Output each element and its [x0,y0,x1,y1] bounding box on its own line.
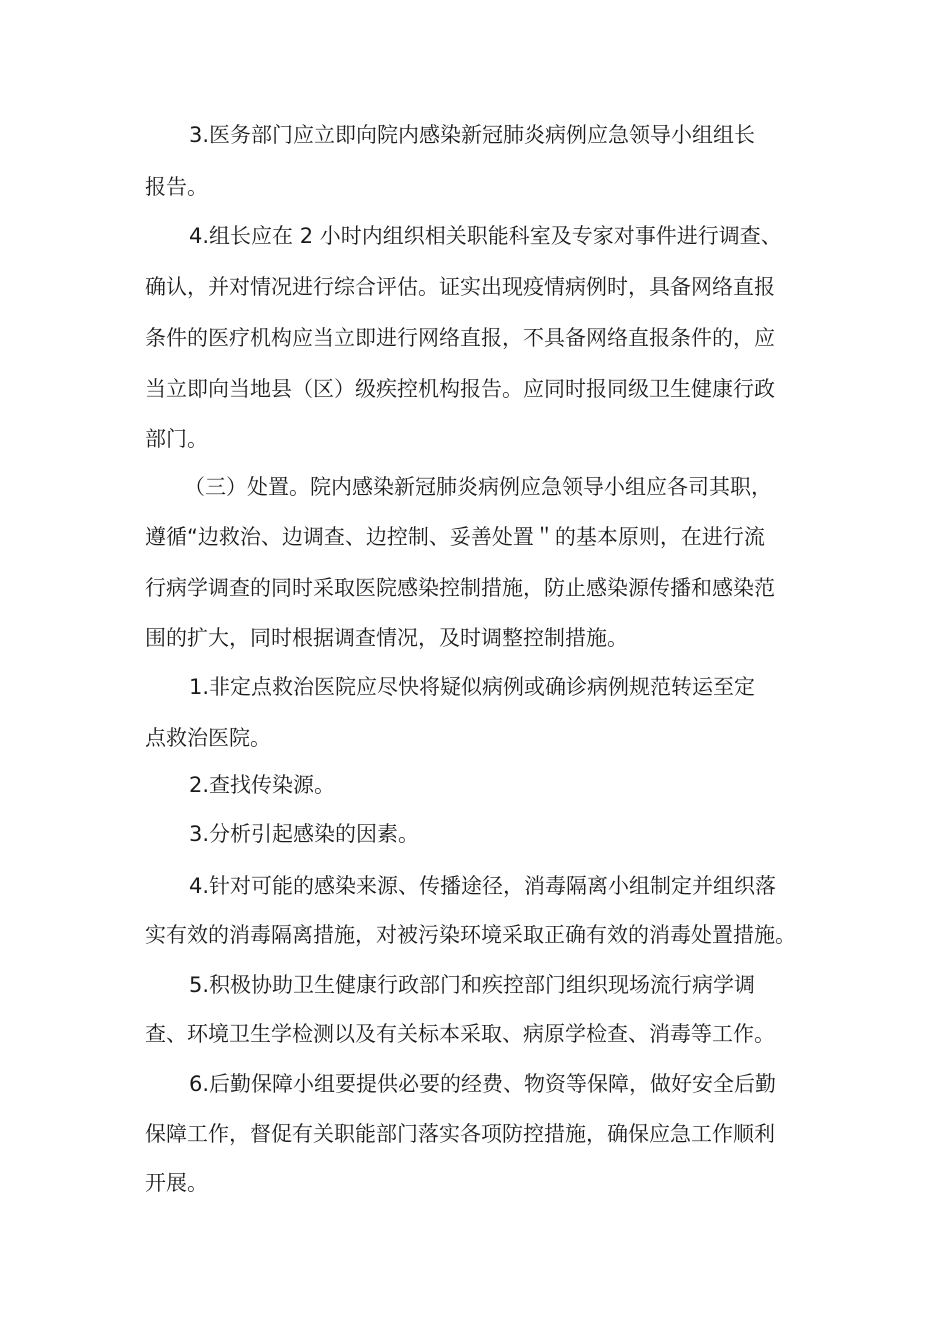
text-line: 遵循“边救治、边调查、边控制、妥善处置＂的基本原则，在进行流 [145,525,765,549]
text-line: 2.查找传染源。 [189,773,336,797]
text-line: （三）处置。院内感染新冠肺炎病例应急领导小组应各司其职， [184,475,772,499]
text-line: 确认，并对情况进行综合评估。证实出现疫情病例时，具备网络直报 [145,275,775,299]
text-line: 5.积极协助卫生健康行政部门和疾控部门组织现场流行病学调 [189,973,756,997]
text-line: 查、环境卫生学检测以及有关标本采取、病原学检查、消毒等工作。 [145,1022,775,1046]
text-line: 部门。 [145,427,208,451]
text-line: 实有效的消毒隔离措施，对被污染环境采取正确有效的消毒处置措施。 [145,923,796,947]
text-line: 点救治医院。 [145,726,271,750]
text-line: 报告。 [145,175,208,199]
text-line: 1.非定点救治医院应尽快将疑似病例或确诊病例规范转运至定 [189,675,756,699]
text-line: 行病学调查的同时采取医院感染控制措施，防止感染源传播和感染范 [145,576,775,600]
text-line: 4.组长应在 2 小时内组织相关职能科室及专家对事件进行调查、 [189,224,782,248]
text-line: 6.后勤保障小组要提供必要的经费、物资等保障，做好安全后勤 [189,1072,777,1096]
text-line: 围的扩大，同时根据调查情况，及时调整控制措施。 [145,626,628,650]
text-line: 开展。 [145,1171,208,1195]
text-line: 3.分析引起感染的因素。 [189,822,420,846]
text-line: 4.针对可能的感染来源、传播途径，消毒隔离小组制定并组织落 [189,874,777,898]
text-line: 当立即向当地县（区）级疾控机构报告。应同时报同级卫生健康行政 [145,377,775,401]
text-line: 条件的医疗机构应当立即进行网络直报，不具备网络直报条件的，应 [145,326,775,350]
text-line: 保障工作，督促有关职能部门落实各项防控措施，确保应急工作顺利 [145,1122,775,1146]
text-line: 3.医务部门应立即向院内感染新冠肺炎病例应急领导小组组长 [189,123,756,147]
